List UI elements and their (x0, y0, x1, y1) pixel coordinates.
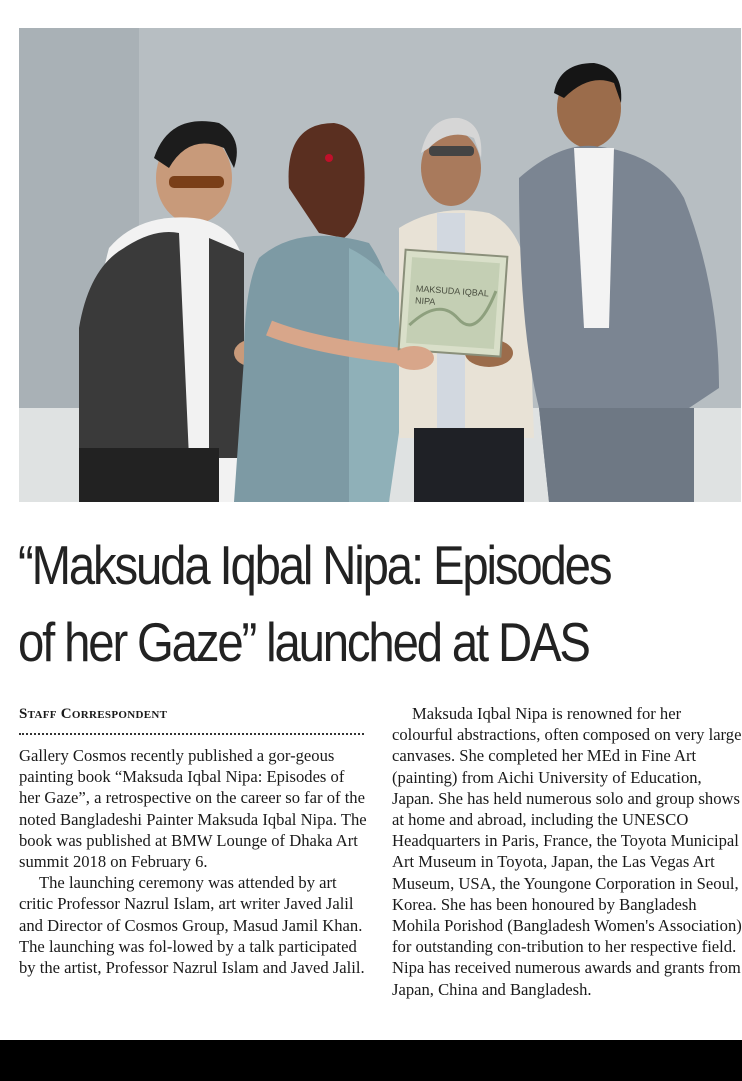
article-column-right (392, 703, 742, 1000)
article-paragraph: Gallery Cosmos recently published a gor-geous painting book “Maksuda Iqbal Nipa: Episodes of her Gaze”, a retrospective on the career so far of the noted Bangladeshi Painter Maksuda Iqbal Nipa. The book was published at BMW Lounge of Dhaka Art summit 2018 on February 6. (19, 746, 367, 872)
dotted-divider (19, 733, 364, 735)
book (399, 250, 508, 357)
byline: Staff Correspondent (19, 706, 168, 722)
event-photo (19, 28, 741, 502)
book-title-line1: MAKSUDA IQBAL (415, 283, 490, 299)
headline-line1: “Maksuda Iqbal Nipa: Episodes (18, 534, 611, 596)
footer-bar (0, 1040, 742, 1081)
article-paragraph: The launching ceremony was attended by art critic Professor Nazrul Islam, art writer Javed Jalil and Director of Cosmos Group, Masud Jamil Khan. The launching was fol-lowed by a talk participated by the artist, Professor Nazrul Islam and Javed Jalil. (19, 873, 365, 978)
headline (18, 527, 732, 681)
headline-line2: of her Gaze” launched at DAS (18, 611, 589, 673)
article-column-left (19, 703, 369, 978)
article-paragraph: Maksuda Iqbal Nipa is renowned for her colourful abstractions, often composed on very large canvases. She completed her MEd in Fine Art (painting) from Aichi University of Education, Japan. She has held numerous solo and group shows at home and abroad, including the UNESCO Headquarters in Paris, France, the Toyota Municipal Art Museum in Toyota, Japan, the Las Vegas Art Museum, USA, the Youngone Corporation in Seoul, Korea. She has been honoured by Bangladesh Mohila Porishod (Bangladesh Women's Association) for outstanding con-tribution to her respective field. Nipa has received numerous awards and grants from Japan, China and Bangladesh. (392, 704, 742, 999)
photo-illustration (19, 28, 741, 502)
book-title-line2: NIPA (414, 295, 436, 307)
